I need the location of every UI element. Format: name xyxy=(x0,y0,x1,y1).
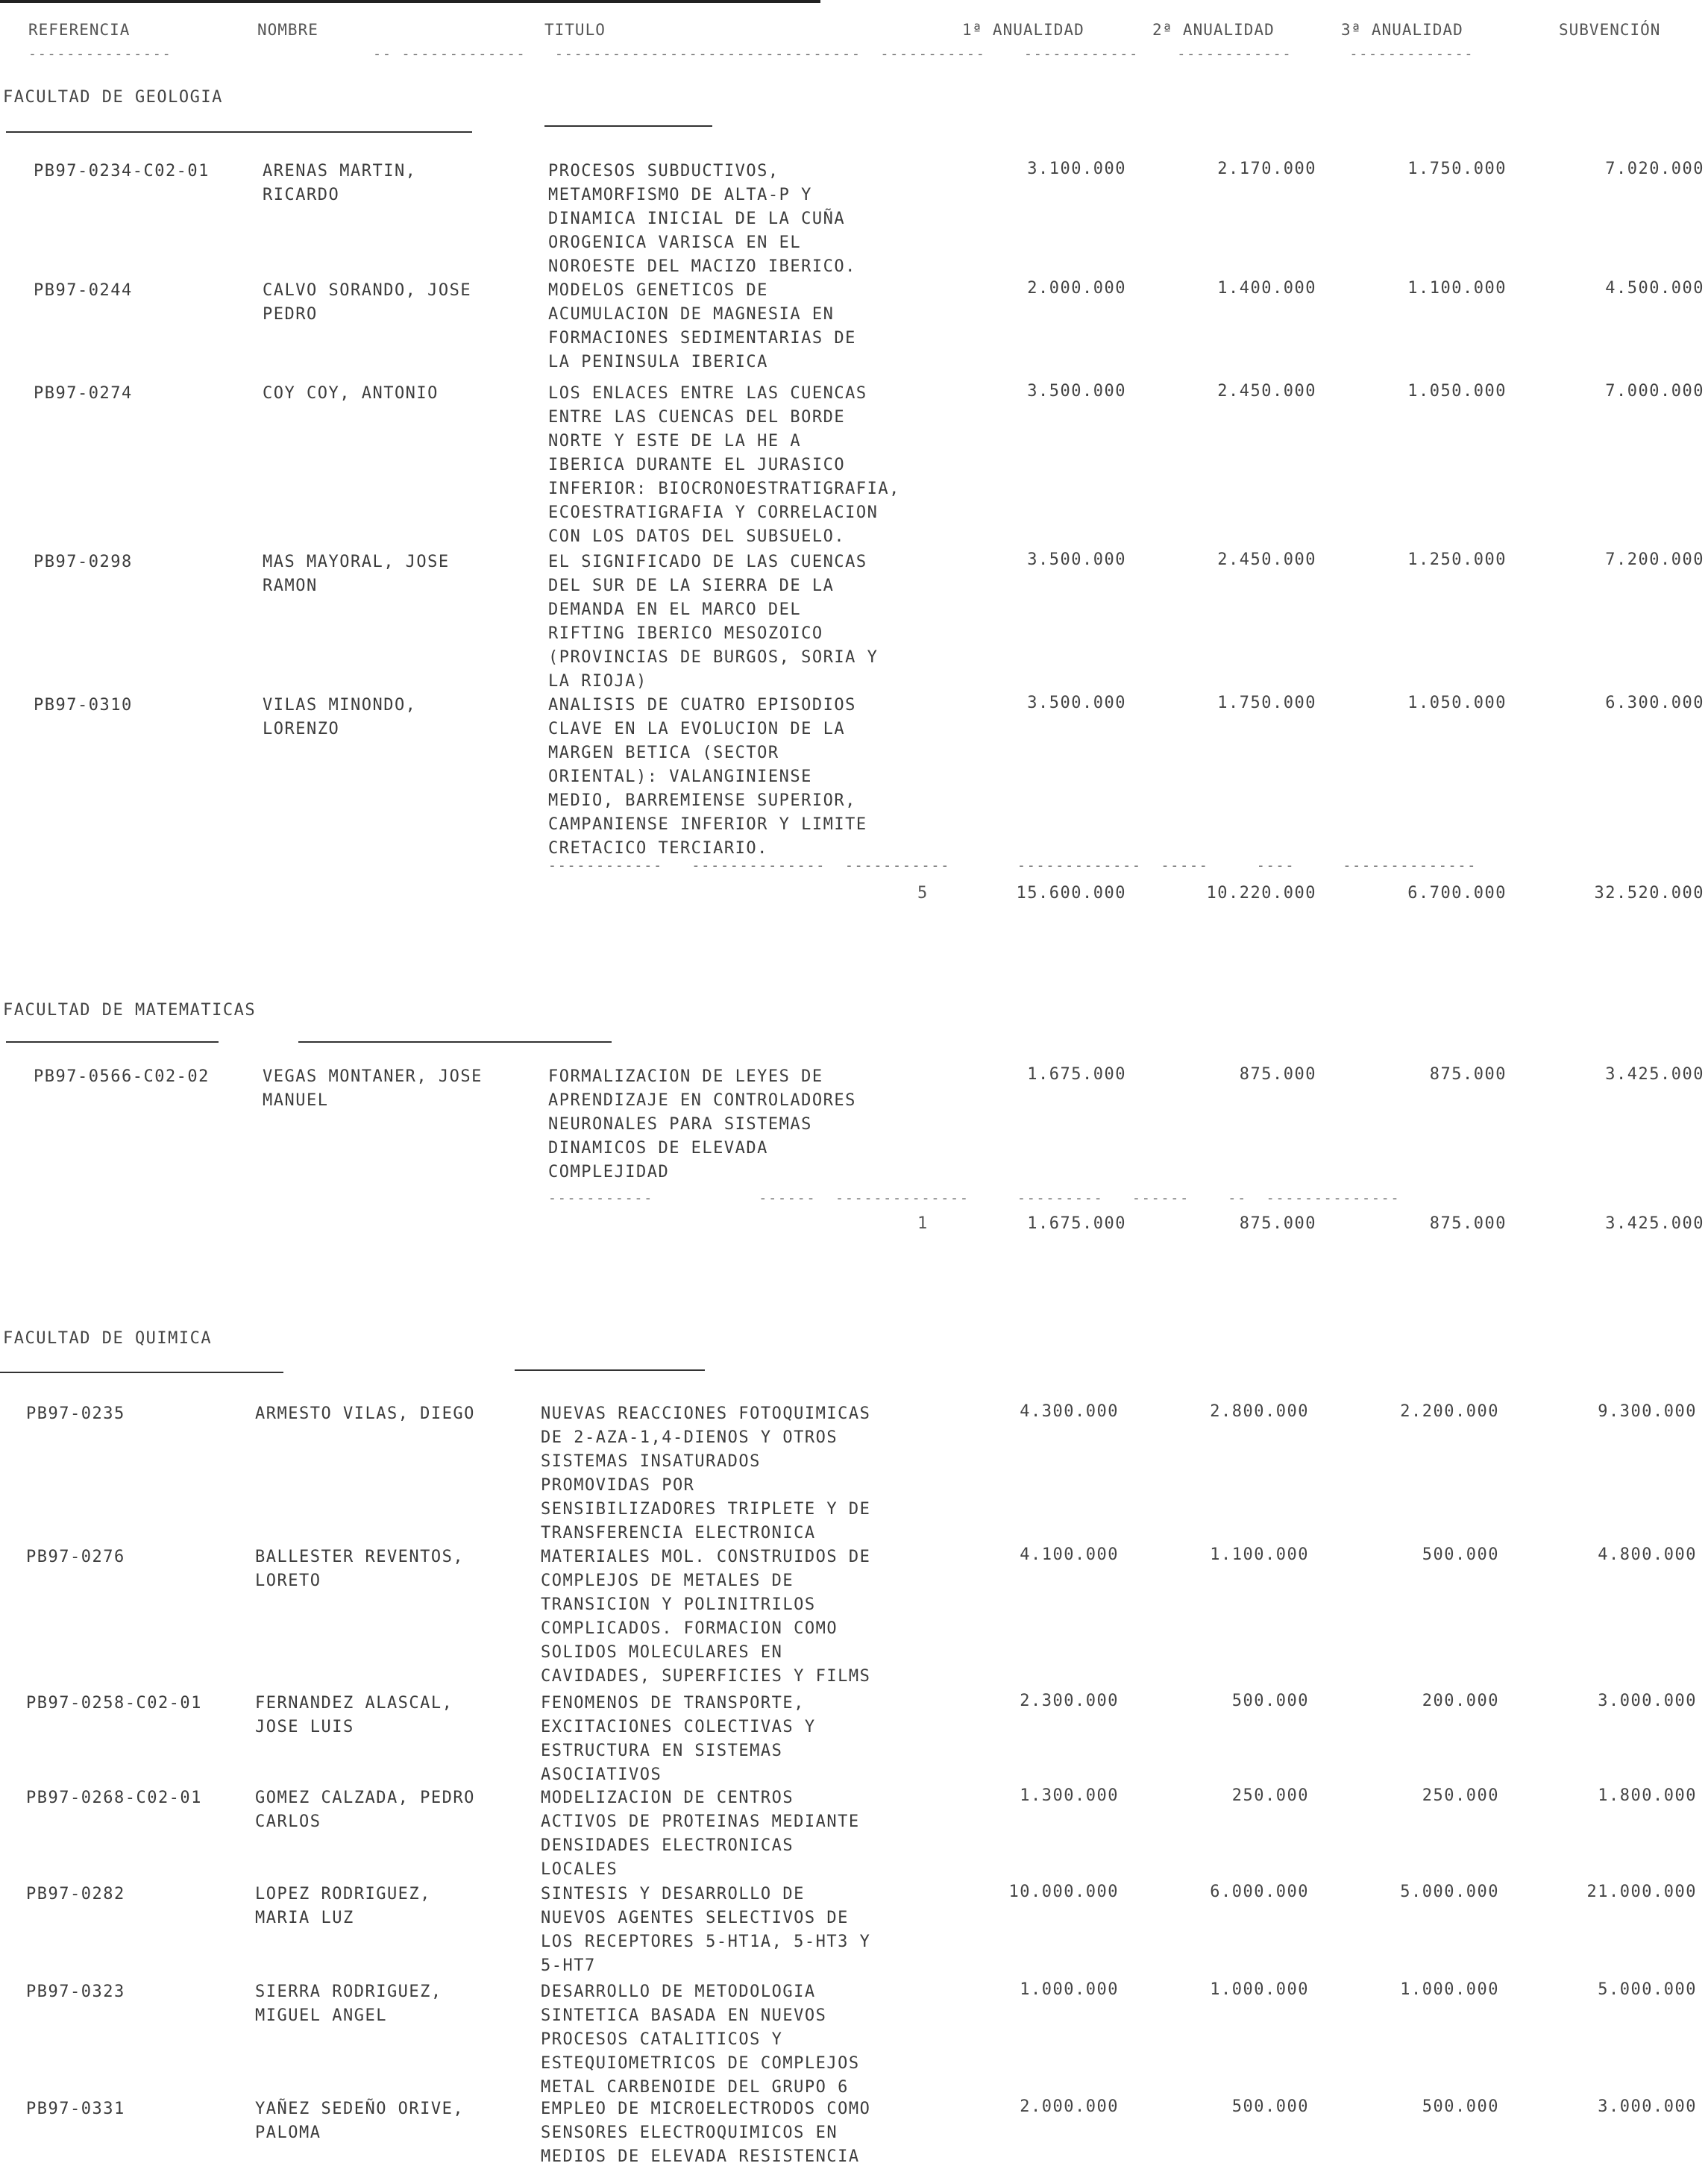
row-anualidad-2: 1.000.000 xyxy=(1210,1980,1309,1999)
row-anualidad-2: 2.450.000 xyxy=(1217,382,1316,401)
row-subvencion: 5.000.000 xyxy=(1598,1980,1697,1999)
subtotal-count: 5 xyxy=(917,884,928,903)
faculty-rule xyxy=(6,1041,219,1043)
header-anualidad-3: 3ª ANUALIDAD xyxy=(1341,21,1463,39)
row-title: MODELOS GENETICOS DE ACUMULACION DE MAGNESIA EN FORMACIONES SEDIMENTARIAS DE LA PENINSULA IBERICA xyxy=(548,281,856,371)
row-anualidad-3: 1.100.000 xyxy=(1407,279,1507,298)
subtotal-subvencion: 3.425.000 xyxy=(1605,1214,1704,1233)
row-anualidad-2: 1.400.000 xyxy=(1217,279,1316,298)
row-anualidad-2: 250.000 xyxy=(1231,1786,1309,1805)
row-anualidad-1: 2.000.000 xyxy=(1027,279,1126,298)
row-subvencion: 3.000.000 xyxy=(1598,2097,1697,2116)
row-subvencion: 4.800.000 xyxy=(1598,1545,1697,1564)
row-anualidad-1: 1.300.000 xyxy=(1020,1786,1119,1805)
row-anualidad-3: 1.000.000 xyxy=(1400,1980,1499,1999)
row-anualidad-3: 1.750.000 xyxy=(1407,160,1507,178)
faculty-rule xyxy=(298,1041,612,1043)
row-anualidad-3: 1.050.000 xyxy=(1407,382,1507,401)
row-subvencion: 21.000.000 xyxy=(1586,1883,1697,1901)
row-title: DESARROLLO DE METODOLOGIA SINTETICA BASADA EN NUEVOS PROCESOS CATALITICOS Y ESTEQUIOMETRICOS DE COMPLEJOS METAL CARBENOIDE DEL GRUPO 6 xyxy=(541,1983,860,2097)
row-subvencion: 7.200.000 xyxy=(1605,550,1704,569)
faculty-title: FACULTAD DE QUIMICA xyxy=(3,1329,213,1348)
row-subvencion: 3.425.000 xyxy=(1605,1065,1704,1084)
row-title: EL SIGNIFICADO DE LAS CUENCAS DEL SUR DE LA SIERRA DE LA DEMANDA EN EL MARCO DEL RIFTING IBERICO MESOZOICO (PROVINCIAS DE BURGOS, SORIA Y LA RIOJA) xyxy=(548,553,879,691)
row-reference: PB97-0298 xyxy=(34,553,133,571)
subtotal-anualidad-3: 6.700.000 xyxy=(1407,884,1507,903)
row-anualidad-1: 3.500.000 xyxy=(1027,382,1126,401)
row-anualidad-2: 6.000.000 xyxy=(1210,1883,1309,1901)
row-subvencion: 1.800.000 xyxy=(1598,1786,1697,1805)
row-anualidad-3: 500.000 xyxy=(1422,2097,1499,2116)
row-name: GOMEZ CALZADA, PEDRO CARLOS xyxy=(255,1789,475,1831)
row-title: EMPLEO DE MICROELECTRODOS COMO SENSORES ELECTROQUIMICOS EN MEDIOS DE ELEVADA RESISTENCIA xyxy=(541,2100,871,2166)
subtotal-subvencion: 32.520.000 xyxy=(1594,884,1704,903)
row-anualidad-3: 1.250.000 xyxy=(1407,550,1507,569)
row-name: BALLESTER REVENTOS, LORETO xyxy=(255,1548,465,1590)
header-underline: --------------- -- ------------- -------------------------------- ----------- ------------ ------------ ------------- xyxy=(28,46,1475,62)
row-anualidad-1: 4.100.000 xyxy=(1020,1545,1119,1564)
header-anualidad-1: 1ª ANUALIDAD xyxy=(962,21,1084,39)
row-subvencion: 4.500.000 xyxy=(1605,279,1704,298)
row-name: CALVO SORANDO, JOSE PEDRO xyxy=(263,281,472,324)
row-name: ARMESTO VILAS, DIEGO xyxy=(255,1404,475,1423)
row-title: FORMALIZACION DE LEYES DE APRENDIZAJE EN CONTROLADORES NEURONALES PARA SISTEMAS DINAMICOS DE ELEVADA COMPLEJIDAD xyxy=(548,1067,856,1181)
row-title: ANALISIS DE CUATRO EPISODIOS CLAVE EN LA EVOLUCION DE LA MARGEN BETICA (SECTOR ORIENTAL): VALANGINIENSE MEDIO, BARREMIENSE SUPERIOR, CAMPANIENSE INFERIOR Y LIMITE CRETACICO TERCIARIO. xyxy=(548,696,867,858)
faculty-rule xyxy=(515,1369,705,1371)
row-name: VILAS MINONDO, LORENZO xyxy=(263,696,417,738)
row-name: FERNANDEZ ALASCAL, JOSE LUIS xyxy=(255,1694,453,1736)
row-title: MATERIALES MOL. CONSTRUIDOS DE COMPLEJOS DE METALES DE TRANSICION Y POLINITRILOS COMPLICADOS. FORMACION COMO SOLIDOS MOLECULARES EN CAVIDADES, SUPERFICIES Y FILMS xyxy=(541,1548,871,1686)
row-reference: PB97-0310 xyxy=(34,696,133,715)
row-anualidad-2: 1.100.000 xyxy=(1210,1545,1309,1564)
subtotal-anualidad-1: 15.600.000 xyxy=(1016,884,1126,903)
row-title: MODELIZACION DE CENTROS ACTIVOS DE PROTEINAS MEDIANTE DENSIDADES ELECTRONICAS LOCALES xyxy=(541,1789,860,1879)
row-anualidad-2: 500.000 xyxy=(1231,1692,1309,1710)
row-anualidad-2: 500.000 xyxy=(1231,2097,1309,2116)
row-name: MAS MAYORAL, JOSE RAMON xyxy=(263,553,450,595)
row-anualidad-2: 1.750.000 xyxy=(1217,694,1316,712)
top-rule xyxy=(0,0,820,3)
row-reference: PB97-0274 xyxy=(34,384,133,403)
row-reference: PB97-0566-C02-02 xyxy=(34,1067,210,1086)
row-anualidad-3: 1.050.000 xyxy=(1407,694,1507,712)
row-reference: PB97-0268-C02-01 xyxy=(26,1789,202,1807)
header-nombre: NOMBRE xyxy=(257,21,318,39)
row-reference: PB97-0244 xyxy=(34,281,133,300)
row-anualidad-1: 2.000.000 xyxy=(1020,2097,1119,2116)
row-anualidad-1: 10.000.000 xyxy=(1008,1883,1119,1901)
row-anualidad-1: 3.500.000 xyxy=(1027,550,1126,569)
row-anualidad-3: 500.000 xyxy=(1422,1545,1499,1564)
subtotal-count: 1 xyxy=(917,1214,928,1233)
faculty-rule xyxy=(6,131,472,133)
row-anualidad-1: 3.100.000 xyxy=(1027,160,1126,178)
row-name: LOPEZ RODRIGUEZ, MARIA LUZ xyxy=(255,1885,431,1927)
row-anualidad-3: 250.000 xyxy=(1422,1786,1499,1805)
row-subvencion: 6.300.000 xyxy=(1605,694,1704,712)
row-anualidad-1: 4.300.000 xyxy=(1020,1402,1119,1421)
row-anualidad-3: 5.000.000 xyxy=(1400,1883,1499,1901)
row-reference: PB97-0234-C02-01 xyxy=(34,162,210,181)
row-title: PROCESOS SUBDUCTIVOS, METAMORFISMO DE ALTA-P Y DINAMICA INICIAL DE LA CUÑA OROGENICA VARISCA EN EL NOROESTE DEL MACIZO IBERICO. xyxy=(548,162,856,276)
row-anualidad-1: 2.300.000 xyxy=(1020,1692,1119,1710)
row-title: LOS ENLACES ENTRE LAS CUENCAS ENTRE LAS CUENCAS DEL BORDE NORTE Y ESTE DE LA HE A IBERICA DURANTE EL JURASICO INFERIOR: BIOCRONOESTRATIGRAFIA, ECOESTRATIGRAFIA Y CORRELACION CON LOS DATOS DEL SUBSUELO. xyxy=(548,384,900,546)
row-subvencion: 7.000.000 xyxy=(1605,382,1704,401)
row-anualidad-1: 1.675.000 xyxy=(1027,1065,1126,1084)
header-titulo: TITULO xyxy=(544,21,606,39)
row-reference: PB97-0323 xyxy=(26,1983,125,2001)
row-subvencion: 9.300.000 xyxy=(1598,1402,1697,1421)
subtotal-separator: ----------- ------ -------------- --------- ------ -- -------------- xyxy=(548,1190,1401,1206)
header-anualidad-2: 2ª ANUALIDAD xyxy=(1152,21,1275,39)
row-anualidad-2: 2.800.000 xyxy=(1210,1402,1309,1421)
subtotal-anualidad-2: 10.220.000 xyxy=(1206,884,1316,903)
subtotal-separator: ------------ -------------- ----------- ------------- ----- ---- -------------- xyxy=(548,858,1478,873)
row-reference: PB97-0282 xyxy=(26,1885,125,1903)
row-subvencion: 3.000.000 xyxy=(1598,1692,1697,1710)
row-name: YAÑEZ SEDEÑO ORIVE, PALOMA xyxy=(255,2100,465,2142)
row-name: VEGAS MONTANER, JOSE MANUEL xyxy=(263,1067,483,1110)
row-anualidad-2: 875.000 xyxy=(1239,1065,1316,1084)
row-anualidad-3: 875.000 xyxy=(1429,1065,1507,1084)
row-anualidad-1: 3.500.000 xyxy=(1027,694,1126,712)
row-subvencion: 7.020.000 xyxy=(1605,160,1704,178)
row-title: FENOMENOS DE TRANSPORTE, EXCITACIONES COLECTIVAS Y ESTRUCTURA EN SISTEMAS ASOCIATIVOS xyxy=(541,1694,816,1784)
row-title: SINTESIS Y DESARROLLO DE NUEVOS AGENTES SELECTIVOS DE LOS RECEPTORES 5-HT1A, 5-HT3 Y 5-HT7 xyxy=(541,1885,871,1975)
header-subvencion: SUBVENCIÓN xyxy=(1559,21,1661,39)
header-referencia: REFERENCIA xyxy=(28,21,131,39)
row-reference: PB97-0258-C02-01 xyxy=(26,1694,202,1713)
row-name: SIERRA RODRIGUEZ, MIGUEL ANGEL xyxy=(255,1983,442,2025)
faculty-rule xyxy=(544,125,712,127)
row-title: NUEVAS REACCIONES FOTOQUIMICAS DE 2-AZA-1,4-DIENOS Y OTROS SISTEMAS INSATURADOS PROMOVIDAS POR SENSIBILIZADORES TRIPLETE Y DE TRANSFERENCIA ELECTRONICA xyxy=(541,1404,871,1542)
row-anualidad-2: 2.450.000 xyxy=(1217,550,1316,569)
subtotal-anualidad-3: 875.000 xyxy=(1429,1214,1507,1233)
subtotal-anualidad-2: 875.000 xyxy=(1239,1214,1316,1233)
faculty-title: FACULTAD DE MATEMATICAS xyxy=(3,1001,257,1020)
row-anualidad-2: 2.170.000 xyxy=(1217,160,1316,178)
row-name: ARENAS MARTIN, RICARDO xyxy=(263,162,417,204)
subtotal-anualidad-1: 1.675.000 xyxy=(1027,1214,1126,1233)
row-name: COY COY, ANTONIO xyxy=(263,384,439,403)
row-anualidad-3: 2.200.000 xyxy=(1400,1402,1499,1421)
faculty-title: FACULTAD DE GEOLOGIA xyxy=(3,88,223,107)
faculty-rule xyxy=(0,1372,283,1373)
row-anualidad-1: 1.000.000 xyxy=(1020,1980,1119,1999)
row-anualidad-3: 200.000 xyxy=(1422,1692,1499,1710)
row-reference: PB97-0331 xyxy=(26,2100,125,2118)
row-reference: PB97-0235 xyxy=(26,1404,125,1423)
row-reference: PB97-0276 xyxy=(26,1548,125,1566)
